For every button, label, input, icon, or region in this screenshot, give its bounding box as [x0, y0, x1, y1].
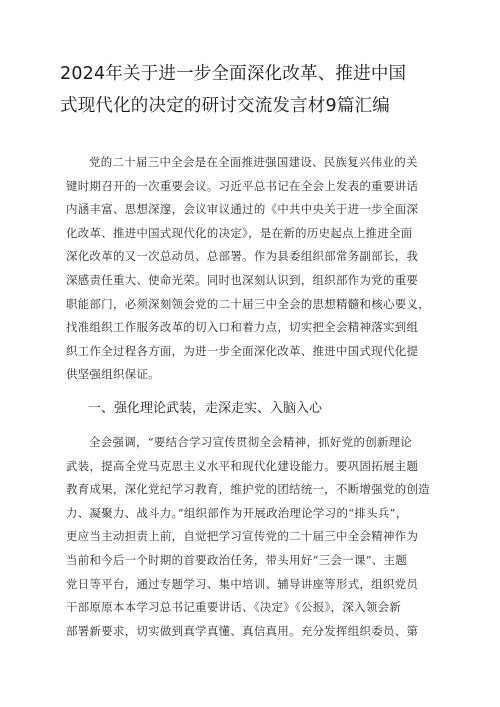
section-paragraph	[66, 431, 434, 643]
section-heading: 一、强化理论武装，走深走实、入脑入心	[88, 401, 323, 416]
title-line: 式现代化的决定的研讨交流发言材9篇汇编	[60, 96, 390, 116]
text-line: 织工作全过程各方面，为进一步全面深化改革、推进中国式现代化提	[66, 343, 419, 358]
text-line: 找准组织工作服务改革的切入口和着力点，切实把全会精神落实到组	[66, 320, 419, 335]
document-title	[60, 58, 450, 122]
intro-paragraph	[66, 151, 434, 387]
text-line: 力、凝聚力、战斗力。”组织部作为开展政治理论学习的“排头兵”，	[66, 505, 408, 520]
text-line: 深感责任重大、使命光荣。同时也深刻认识到，组织部作为党的重要	[66, 272, 419, 287]
text-line: 全会强调，“要结合学习宣传贯彻全会精神，抓好党的创新理论	[89, 435, 413, 449]
title-line: 2024年关于进一步全面深化改革、推进中国	[60, 64, 407, 84]
text-line: 干部原原本本学习总书记重要讲话、《决定》《公报》，深入领会新	[66, 600, 402, 615]
text-line: 教育成果，深化党纪学习教育，维护党的团结统一，不断增强党的创造	[66, 482, 430, 497]
text-line: 武装，提高全党马克思主义水平和现代化建设能力。要巩固拓展主题	[66, 458, 419, 473]
text-line: 党的二十届三中全会是在全面推进强国建设、民族复兴伟业的关	[89, 155, 418, 169]
text-line: 职能部门，必须深刻领会党的二十届三中全会的思想精髓和核心要义，	[66, 296, 430, 311]
text-line: 当前和今后一个时期的首要政治任务，带头用好“三会一课”、主题	[66, 552, 408, 567]
text-line: 内涵丰富、思想深邃，会议审议通过的《中共中央关于进一步全面深	[66, 202, 419, 217]
text-line: 键时期召开的一次重要会议。习近平总书记在全会上发表的重要讲话	[66, 178, 419, 193]
text-line: 深化改革的又一次总动员、总部署。作为县委组织部常务副部长，我	[66, 249, 419, 264]
text-line: 化改革、推进中国式现代化的决定》，是在新的历史起点上推进全面	[66, 225, 413, 240]
text-line: 供坚强组织保证。	[66, 367, 160, 382]
text-line: 党日等平台，通过专题学习、集中培训、辅导讲座等形式，组织党员	[66, 576, 419, 591]
text-line: 更应当主动担责上前，自觉把学习宣传党的二十届三中全会精神作为	[66, 529, 419, 544]
text-line: 部署新要求，切实做到真学真懂、真信真用。充分发挥组织委员、第	[66, 623, 419, 638]
